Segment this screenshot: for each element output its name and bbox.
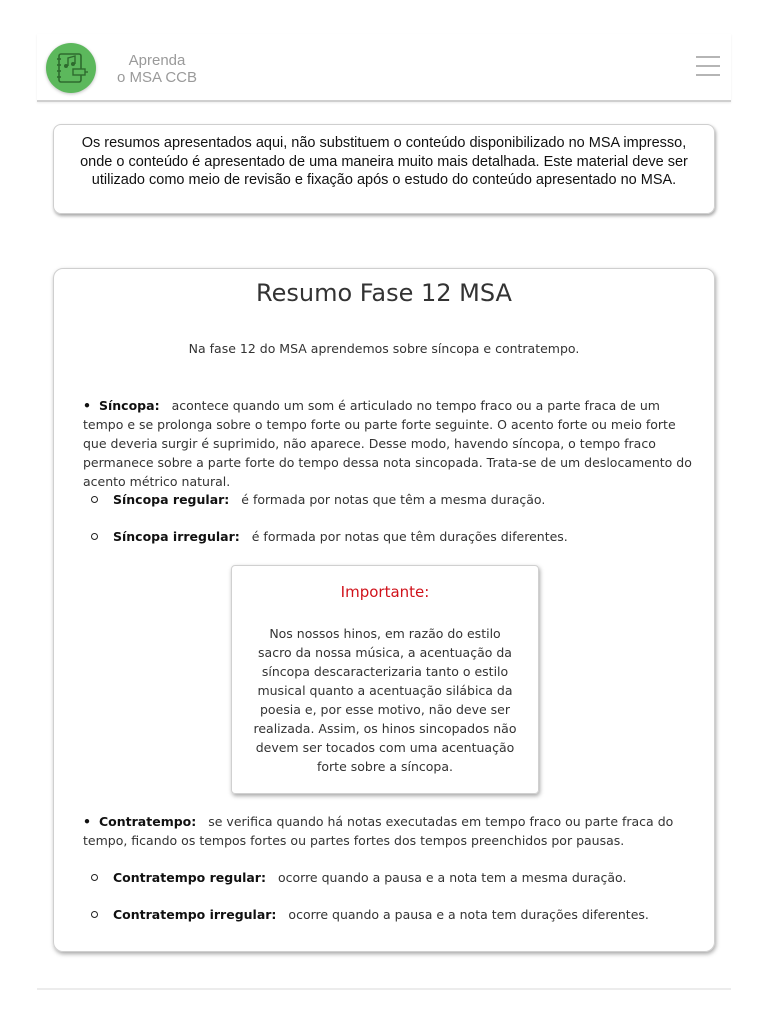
contratempo-term: Contratempo:	[99, 814, 197, 829]
page-title: Resumo Fase 12 MSA	[256, 279, 512, 307]
important-text: Nos nossos hinos, em razão do estilo sacro da nossa música, a acentuação da síncopa descaracterizaria tanto o estilo musical quanto a acentuação silábica da poesia e, por esse motivo, não deve ser realizada. Assim, os hinos sincopados não devem ser tocados com uma acentuação forte sobre a síncopa.	[253, 626, 517, 774]
contratempo-regular-text: ocorre quando a pausa e a nota tem a mesma duração.	[277, 870, 627, 885]
circle-bullet	[91, 874, 98, 881]
sincopa-definition	[83, 396, 701, 491]
circle-bullet	[91, 496, 98, 503]
sincopa-regular-term: Síncopa regular:	[113, 492, 230, 507]
sincopa-irregular-item	[91, 527, 691, 546]
footer-divider	[37, 988, 731, 990]
sincopa-irregular-term: Síncopa irregular:	[113, 529, 240, 544]
contratempo-irregular-text: ocorre quando a pausa e a nota tem durações diferentes.	[288, 907, 649, 922]
contratempo-regular-term: Contratempo regular:	[113, 870, 266, 885]
contratempo-definition	[83, 812, 701, 850]
music-notebook-icon[interactable]	[46, 43, 96, 93]
contratempo-regular-item	[91, 868, 691, 887]
sincopa-text: acontece quando um som é articulado no tempo fraco ou a parte fraca de um tempo e se prolonga sobre o tempo forte ou parte forte seguinte. O acento forte ou meio forte que deveria surgir é suprimido, não aparece. Desse modo, havendo síncopa, o tempo fraco permanece sobre a parte forte do tempo dessa nota sincopada. Trata-se de um deslocamento do acento métrico natural.	[83, 398, 692, 489]
circle-bullet	[91, 911, 98, 918]
sincopa-regular-item	[91, 490, 691, 509]
brand-title[interactable]	[117, 52, 197, 86]
contratempo-irregular-term: Contratempo irregular:	[113, 907, 277, 922]
contratempo-irregular-item	[91, 905, 691, 924]
summary-card	[53, 268, 715, 952]
circle-bullet	[91, 533, 98, 540]
disclaimer-text: Os resumos apresentados aqui, não substituem o conteúdo disponibilizado no MSA impresso, onde o conteúdo é apresentado de uma maneira muito mais detalhada. Este material deve ser utilizado como meio de revisão e fixação após o estudo do conteúdo apresentado no MSA.	[80, 135, 688, 188]
intro-text: Na fase 12 do MSA aprendemos sobre síncopa e contratempo.	[188, 341, 580, 356]
important-box	[231, 565, 539, 794]
disclaimer-box	[53, 124, 715, 214]
top-navbar	[37, 34, 731, 102]
important-title: Importante:	[340, 583, 430, 601]
bullet: •	[83, 398, 91, 413]
contratempo-text: se verifica quando há notas executadas em tempo fraco ou parte fraca do tempo, ficando os tempos fortes ou partes fortes dos tempos preenchidos por pausas.	[83, 814, 674, 848]
sincopa-irregular-text: é formada por notas que têm durações diferentes.	[251, 529, 568, 544]
bullet: •	[83, 814, 91, 829]
sincopa-term: Síncopa:	[99, 398, 160, 413]
brand-line-1: Aprenda	[128, 52, 186, 69]
sincopa-regular-text: é formada por notas que têm a mesma duração.	[241, 492, 546, 507]
brand-line-2: o MSA CCB	[117, 69, 198, 86]
hamburger-menu-icon[interactable]	[696, 56, 720, 80]
